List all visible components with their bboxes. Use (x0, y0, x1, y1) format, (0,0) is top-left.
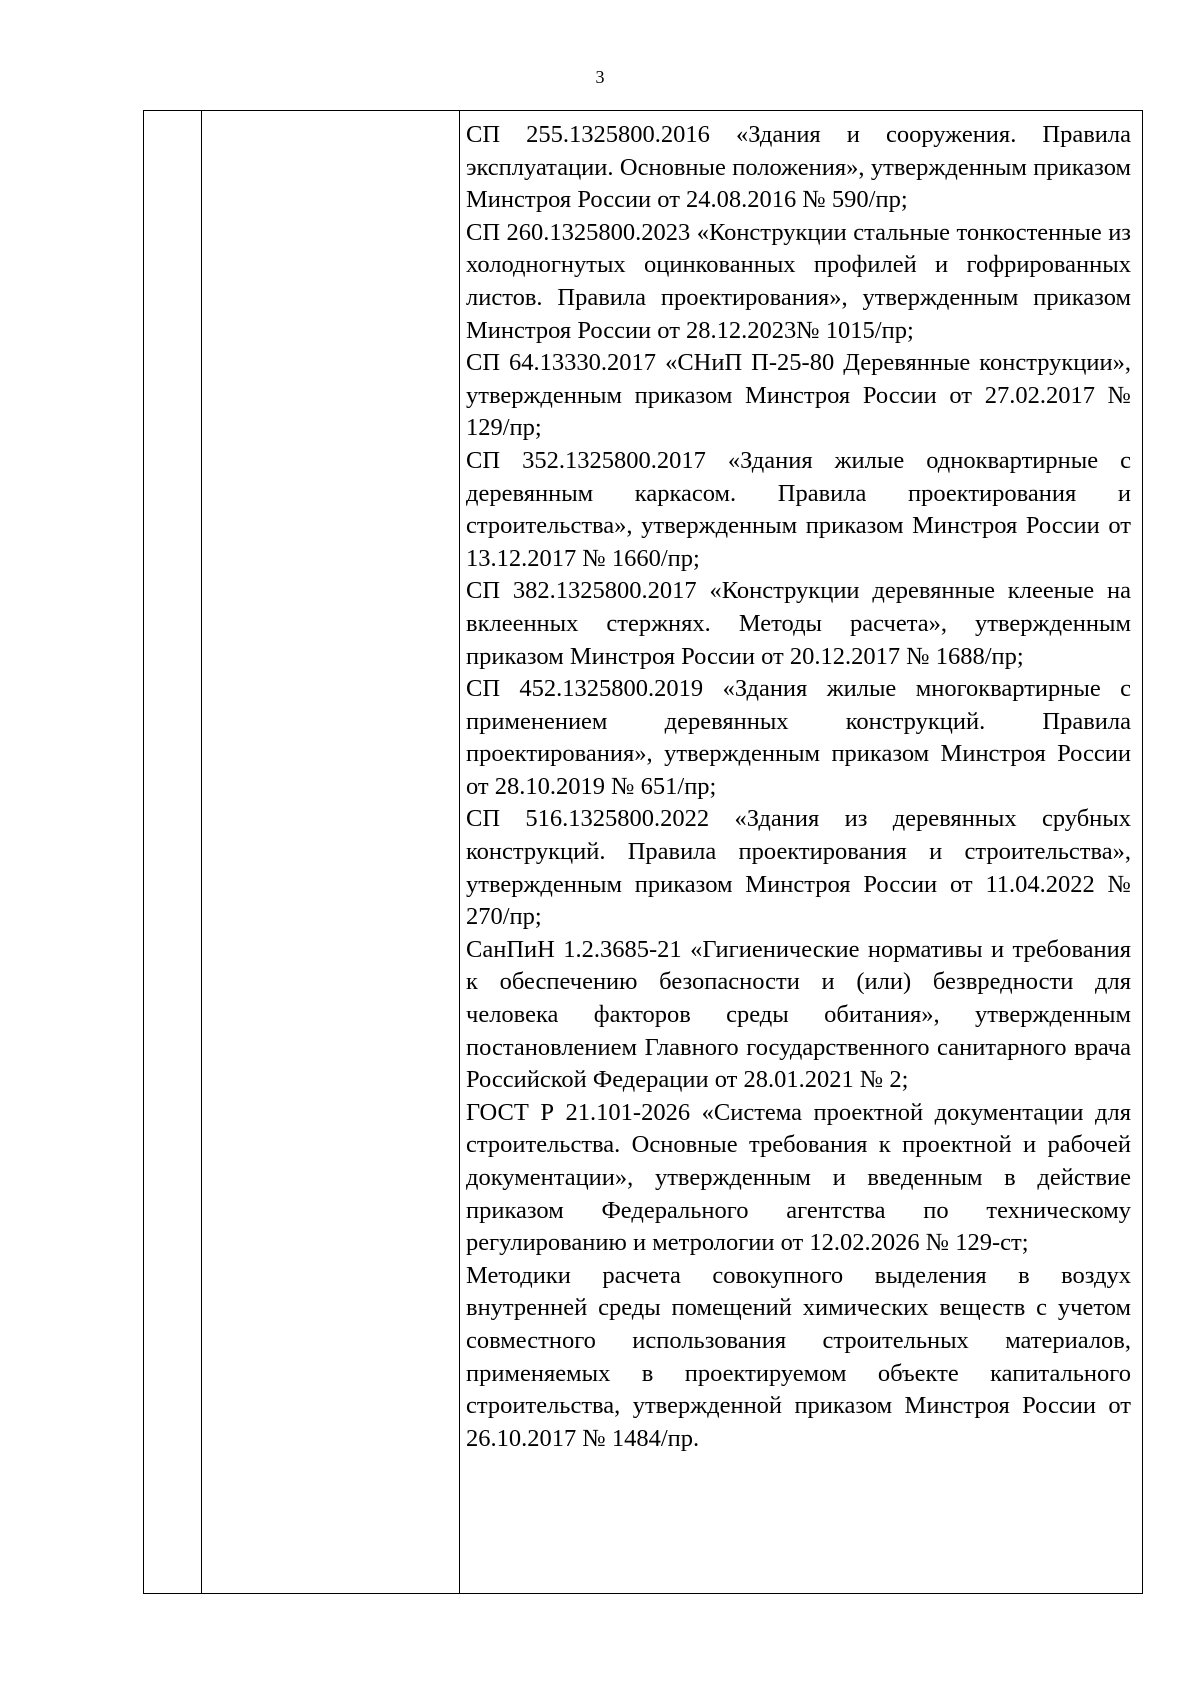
normative-document-entry: СП 260.1325800.2023 «Конструкции стальные тонкостенные из холодногнутых оцинкованных профилей и гофрированных листов. Правила проектирования», утвержденным приказом Минстроя России от 28.12.2023№ 1015/пр; (466, 218, 1131, 344)
normative-document-entry: СП 255.1325800.2016 «Здания и сооружения. Правила эксплуатации. Основные положения», утвержденным приказом Минстроя России от 24.08.2016 № 590/пр; (466, 121, 1131, 214)
column-divider-1 (201, 111, 202, 1593)
normative-document-entry: СП 352.1325800.2017 «Здания жилые одноквартирные с деревянным каркасом. Правила проектирования и строительства», утвержденным приказом Минстроя России от 13.12.2017 № 1660/пр; (466, 446, 1131, 572)
normative-document-entry: СП 64.13330.2017 «СНиП П-25-80 Деревянные конструкции», утвержденным приказом Минстроя России от 27.02.2017 № 129/пр; (466, 349, 1131, 442)
normative-document-entry: СанПиН 1.2.3685-21 «Гигиенические нормативы и требования к обеспечению безопасности и (или) безвредности для человека факторов среды обитания», утвержденным постановлением Главного государственного санитарного врача Российской Федерации от 28.01.2021 № 2; (466, 935, 1131, 1094)
page-number: 3 (595, 67, 605, 87)
document-table (143, 110, 1143, 1594)
normative-documents-cell (466, 119, 1131, 1455)
normative-document-entry: Методики расчета совокупного выделения в воздух внутренней среды помещений химических веществ с учетом совместного использования строительных материалов, применяемых в проектируемом объекте капитального строительства, утвержденной приказом Минстроя России от 26.10.2017 № 1484/пр. (466, 1261, 1131, 1452)
column-divider-2 (459, 111, 460, 1593)
normative-document-entry: ГОСТ Р 21.101-2026 «Система проектной документации для строительства. Основные требования к проектной и рабочей документации», утвержденным и введенным в действие приказом Федерального агентства по техническому регулированию и метрологии от 12.02.2026 № 129-ст; (466, 1098, 1131, 1257)
normative-document-entry: СП 382.1325800.2017 «Конструкции деревянные клееные на вклеенных стержнях. Методы расчета», утвержденным приказом Минстроя России от 20.12.2017 № 1688/пр; (466, 577, 1131, 670)
normative-document-entry: СП 452.1325800.2019 «Здания жилые многоквартирные с применением деревянных конструкций. Правила проектирования», утвержденным приказом Минстроя России от 28.10.2019 № 651/пр; (466, 675, 1131, 800)
normative-document-entry: СП 516.1325800.2022 «Здания из деревянных срубных конструкций. Правила проектирования и строительства», утвержденным приказом Минстроя России от 11.04.2022 № 270/пр; (466, 805, 1131, 931)
